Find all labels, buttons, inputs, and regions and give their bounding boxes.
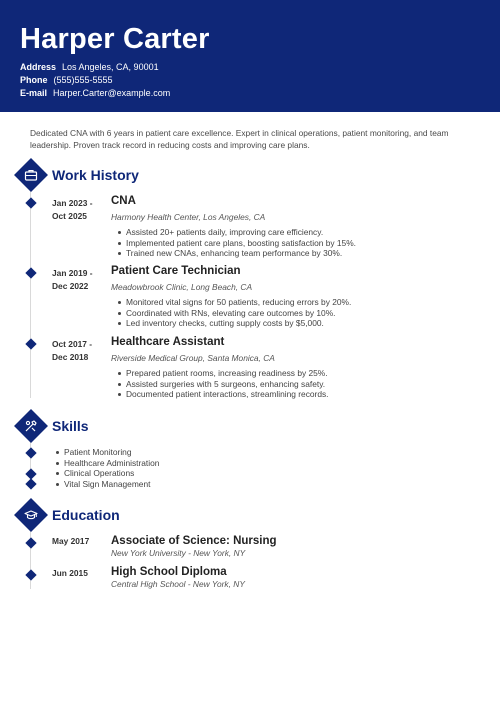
- list-item: Monitored vital signs for 50 patients, reducing errors by 20%.: [117, 297, 351, 308]
- list-item: Documented patient interactions, streamlining records.: [117, 389, 329, 400]
- school-name: New York University - New York, NY: [111, 548, 246, 558]
- work-history-heading: Work History: [52, 167, 139, 183]
- briefcase-icon: [14, 158, 48, 192]
- skills-heading: Skills: [52, 418, 89, 434]
- graduation-cap-icon: [14, 498, 48, 532]
- timeline-marker: [25, 267, 36, 278]
- skills-list: [55, 447, 159, 490]
- contact-address: [20, 61, 159, 73]
- list-item: Led inventory checks, cutting supply costs by $5,000.: [117, 318, 351, 329]
- degree-title: High School Diploma: [111, 566, 227, 578]
- timeline-marker: [25, 447, 36, 458]
- timeline-marker: [25, 197, 36, 208]
- education-date: Jun 2015: [52, 568, 88, 578]
- list-item: Assisted 20+ patients daily, improving care efficiency.: [117, 227, 356, 238]
- job-dates: [52, 267, 107, 293]
- job-dates: [52, 338, 107, 364]
- list-item: Vital Sign Management: [55, 479, 159, 490]
- job-date-start: Jan 2023 -: [52, 198, 93, 208]
- timeline-marker: [25, 478, 36, 489]
- job-date-end: Dec 2022: [52, 281, 89, 291]
- list-item: Patient Monitoring: [55, 447, 159, 458]
- timeline-marker: [25, 537, 36, 548]
- phone-value: (555)555-5555: [53, 75, 113, 85]
- education-heading: Education: [52, 507, 120, 523]
- school-name: Central High School - New York, NY: [111, 579, 245, 589]
- list-item: Trained new CNAs, enhancing team performance by 30%.: [117, 248, 356, 259]
- list-item: Implemented patient care plans, boosting satisfaction by 15%.: [117, 238, 356, 249]
- list-item: Healthcare Administration: [55, 458, 159, 469]
- list-item: Prepared patient rooms, increasing readiness by 25%.: [117, 368, 329, 379]
- job-dates: [52, 197, 107, 223]
- email-label: E-mail: [20, 88, 48, 98]
- job-title: Patient Care Technician: [111, 265, 241, 277]
- job-bullets: [117, 227, 356, 259]
- contact-email: [20, 87, 170, 99]
- timeline-marker: [25, 338, 36, 349]
- job-title: Healthcare Assistant: [111, 336, 225, 348]
- job-employer: Riverside Medical Group, Santa Monica, CA: [111, 353, 275, 363]
- job-employer: Harmony Health Center, Los Angeles, CA: [111, 212, 266, 222]
- job-bullets: [117, 368, 329, 400]
- job-bullets: [117, 297, 351, 329]
- candidate-name: Harper Carter: [20, 23, 210, 55]
- degree-title: Associate of Science: Nursing: [111, 535, 277, 547]
- list-item: Assisted surgeries with 5 surgeons, enhancing safety.: [117, 379, 329, 390]
- job-employer: Meadowbrook Clinic, Long Beach, CA: [111, 282, 253, 292]
- resume-header: [0, 0, 500, 112]
- education-date: May 2017: [52, 536, 90, 546]
- job-date-end: Dec 2018: [52, 352, 89, 362]
- job-title: CNA: [111, 195, 136, 207]
- timeline-marker: [25, 569, 36, 580]
- email-value: Harper.Carter@example.com: [53, 88, 171, 98]
- contact-phone: [20, 74, 113, 86]
- skills-icon: [14, 409, 48, 443]
- list-item: Clinical Operations: [55, 468, 159, 479]
- list-item: Coordinated with RNs, elevating care outcomes by 10%.: [117, 308, 351, 319]
- professional-summary: Dedicated CNA with 6 years in patient care excellence. Expert in clinical operations, patient monitoring, and team leadership. Proven track record in reducing costs and improving care plans.: [30, 128, 449, 150]
- address-label: Address: [20, 62, 57, 72]
- work-timeline: [30, 186, 31, 398]
- job-date-start: Jan 2019 -: [52, 268, 93, 278]
- job-date-start: Oct 2017 -: [52, 339, 93, 349]
- phone-label: Phone: [20, 75, 48, 85]
- job-date-end: Oct 2025: [52, 211, 87, 221]
- address-value: Los Angeles, CA, 90001: [62, 62, 159, 72]
